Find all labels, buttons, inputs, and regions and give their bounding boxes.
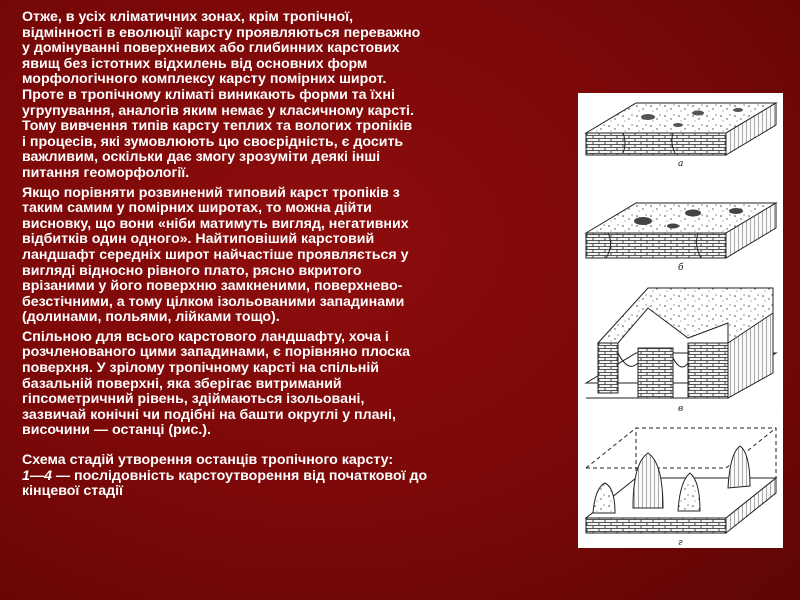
caption-line-1: Схема стадій утворення останців тропічного карсту: (22, 452, 394, 469)
figure-caption (22, 453, 562, 500)
panel-label-d: г (678, 538, 683, 548)
caption-stage-numbers: 1—4 (22, 467, 52, 484)
paragraph-2: Якщо порівняти розвинений типовий карст тропіків з таким самим у помірних широтах, то можна дійти висновку, що вони «ніби матимуть вигляд, негативних відбитків один одного». Найтиповіший карстовий ландшафт середніх широт найчастіше проявляється у вигляді відносно рівного плато, рясно вкритого врізаними у його поверхню замкненими, поверхнево- безстічними, а тому цілком ізольованими западинами (долинами, польями, лійками тощо). (22, 184, 409, 326)
panel-label-c: в (678, 404, 684, 414)
paragraph-3: Спільною для всього карстового ландшафту, хоча і розчленованого цими западинами, є порівняно плоска поверхня. У зрілому тропічному карсті на спільній базальній поверхні, яка зберігає витриманий гіпсометричний рівень, здіймаються ізольовані, зазвичай конічні чи подібні на башти округлі у плані, височини — останці (рис.). (22, 328, 411, 439)
panel-b-block (586, 203, 776, 258)
caption-rest: — послідовність карстоутворення від початкової до кінцевої стадії (22, 467, 428, 500)
panel-label-a: а (678, 159, 684, 169)
slide-text (22, 10, 562, 500)
paragraph-1: Отже, в усіх кліматичних зонах, крім тропічної, відмінності в еволюції карсту проявляються переважно у домінуванні поверхневих або глибинних карстових явищ без істотних відхилень від основних форм морфологічного комплексу карсту помірних широт. Проте в тропічному кліматі виникають форми та їхні угрупування, аналогів яким немає у класичному карсті. Тому вивчення типів карсту теплих та вологих тропіків і процесів, які зумовлюють цю своєрідність, є досить важливим, оскільки дає змогу зрозуміти деякі інші питання геоморфології. (22, 9, 421, 181)
panel-c-block (586, 288, 776, 398)
karst-stages-figure (578, 93, 783, 548)
panel-a-block (586, 103, 776, 155)
panel-d-block (586, 428, 776, 533)
panel-label-b: б (678, 263, 684, 273)
